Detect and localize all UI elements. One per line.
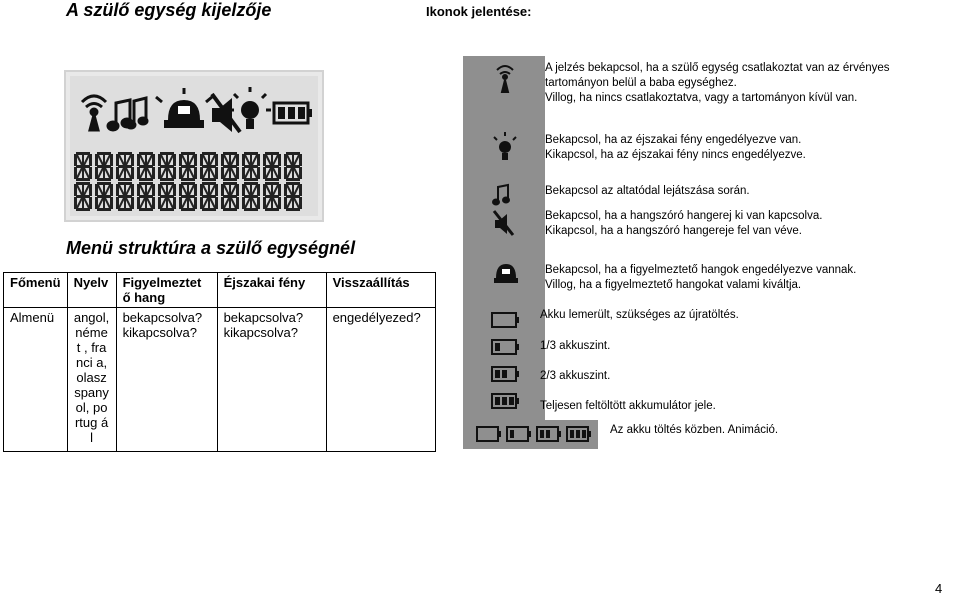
legend-text-alert: Bekapcsol, ha a figyelmeztető hangok engedélyezve vannak. Villog, ha a figyelmeztető hangokat valami kiváltja. [545, 264, 857, 291]
segment-character [242, 152, 260, 181]
legend-text-battery-one-third: 1/3 akkuszint. [540, 340, 611, 352]
submenu-night-light: bekapcsolva? kikapcsolva? [217, 308, 326, 452]
speaker-muted-icon [494, 211, 513, 235]
segment-character [95, 182, 113, 211]
segment-character [137, 152, 155, 181]
segment-character [263, 182, 281, 211]
alarm-light-icon [156, 88, 212, 128]
battery-one-third-icon [492, 340, 519, 354]
table-row [4, 273, 436, 308]
segment-character [74, 182, 92, 211]
music-notes-icon [108, 98, 147, 130]
segment-character [74, 152, 92, 181]
segment-character [284, 152, 302, 181]
music-notes-icon [493, 185, 509, 205]
legend-text-battery-two-thirds: 2/3 akkuszint. [540, 370, 611, 382]
segment-character [179, 182, 197, 211]
submenu-reset: engedélyezed? [326, 308, 435, 452]
menu-reset: Visszaállítás [326, 273, 435, 308]
battery-full-icon [492, 394, 519, 408]
page-title: A szülő egység kijelzője [66, 0, 272, 20]
submenu-alert-sound: bekapcsolva? kikapcsolva? [116, 308, 217, 452]
signal-icon [82, 96, 106, 130]
icons-heading: Ikonok jelentése: [426, 4, 532, 19]
row-label-submenu: Almenü [4, 308, 68, 452]
lcd-display-image [64, 70, 324, 222]
segment-character [284, 182, 302, 211]
battery-two-thirds-icon [492, 367, 519, 381]
battery-full-icon [274, 103, 312, 123]
menu-night-light: Éjszakai fény [217, 273, 326, 308]
segment-character [200, 182, 218, 211]
legend-text-signal: A jelzés bekapcsol, ha a szülő egység csatlakoztat van az érvényes tartományon belül a baba egységhez. Villog, ha nincs csatlakoztatva, vagy a tartományon kívül van. [545, 62, 890, 104]
night-light-bulb-icon [494, 132, 516, 160]
segment-character [179, 152, 197, 181]
segment-character [263, 152, 281, 181]
segment-display [74, 152, 302, 211]
submenu-language: angol, német , franci a, olasz spany ol, portug ál [67, 308, 116, 452]
page-number: 4 [935, 581, 943, 596]
battery-charging-animation-icon [463, 420, 598, 449]
segment-character [242, 182, 260, 211]
segment-character [116, 152, 134, 181]
menu-alert-sound: Figyelmeztet ő hang [116, 273, 217, 308]
segment-character [221, 182, 239, 211]
segment-character [158, 152, 176, 181]
battery-empty-icon [492, 313, 519, 327]
signal-icon [497, 66, 513, 92]
segment-character [137, 182, 155, 211]
legend-text-battery-charging: Az akku töltés közben. Animáció. [610, 424, 779, 436]
segment-character [200, 152, 218, 181]
row-label-main-menu: Főmenü [4, 273, 68, 308]
legend-text-night-light: Bekapcsol, ha az éjszakai fény engedélyezve van. Kikapcsol, ha az éjszakai fény nincs engedélyezve. [545, 134, 806, 161]
menu-language: Nyelv [67, 273, 116, 308]
menu-structure-table [3, 272, 436, 452]
icon-legend-panel [463, 56, 959, 449]
legend-text-lullaby: Bekapcsol az altatódal lejátszása során. [545, 185, 750, 197]
menu-structure-title: Menü struktúra a szülő egységnél [66, 238, 356, 258]
alarm-light-icon [494, 264, 518, 283]
legend-text-speaker: Bekapcsol, ha a hangszóró hangerej ki van kapcsolva. Kikapcsol, ha a hangszóró hangereje fel van véve. [545, 210, 823, 237]
segment-character [158, 182, 176, 211]
legend-text-battery-full: Teljesen feltöltött akkumulátor jele. [540, 400, 716, 412]
table-row [4, 308, 436, 452]
segment-character [116, 182, 134, 211]
segment-character [95, 152, 113, 181]
legend-text-battery-empty: Akku lemerült, szükséges az újratöltés. [540, 309, 739, 321]
speaker-muted-icon [212, 94, 240, 132]
segment-character [221, 152, 239, 181]
